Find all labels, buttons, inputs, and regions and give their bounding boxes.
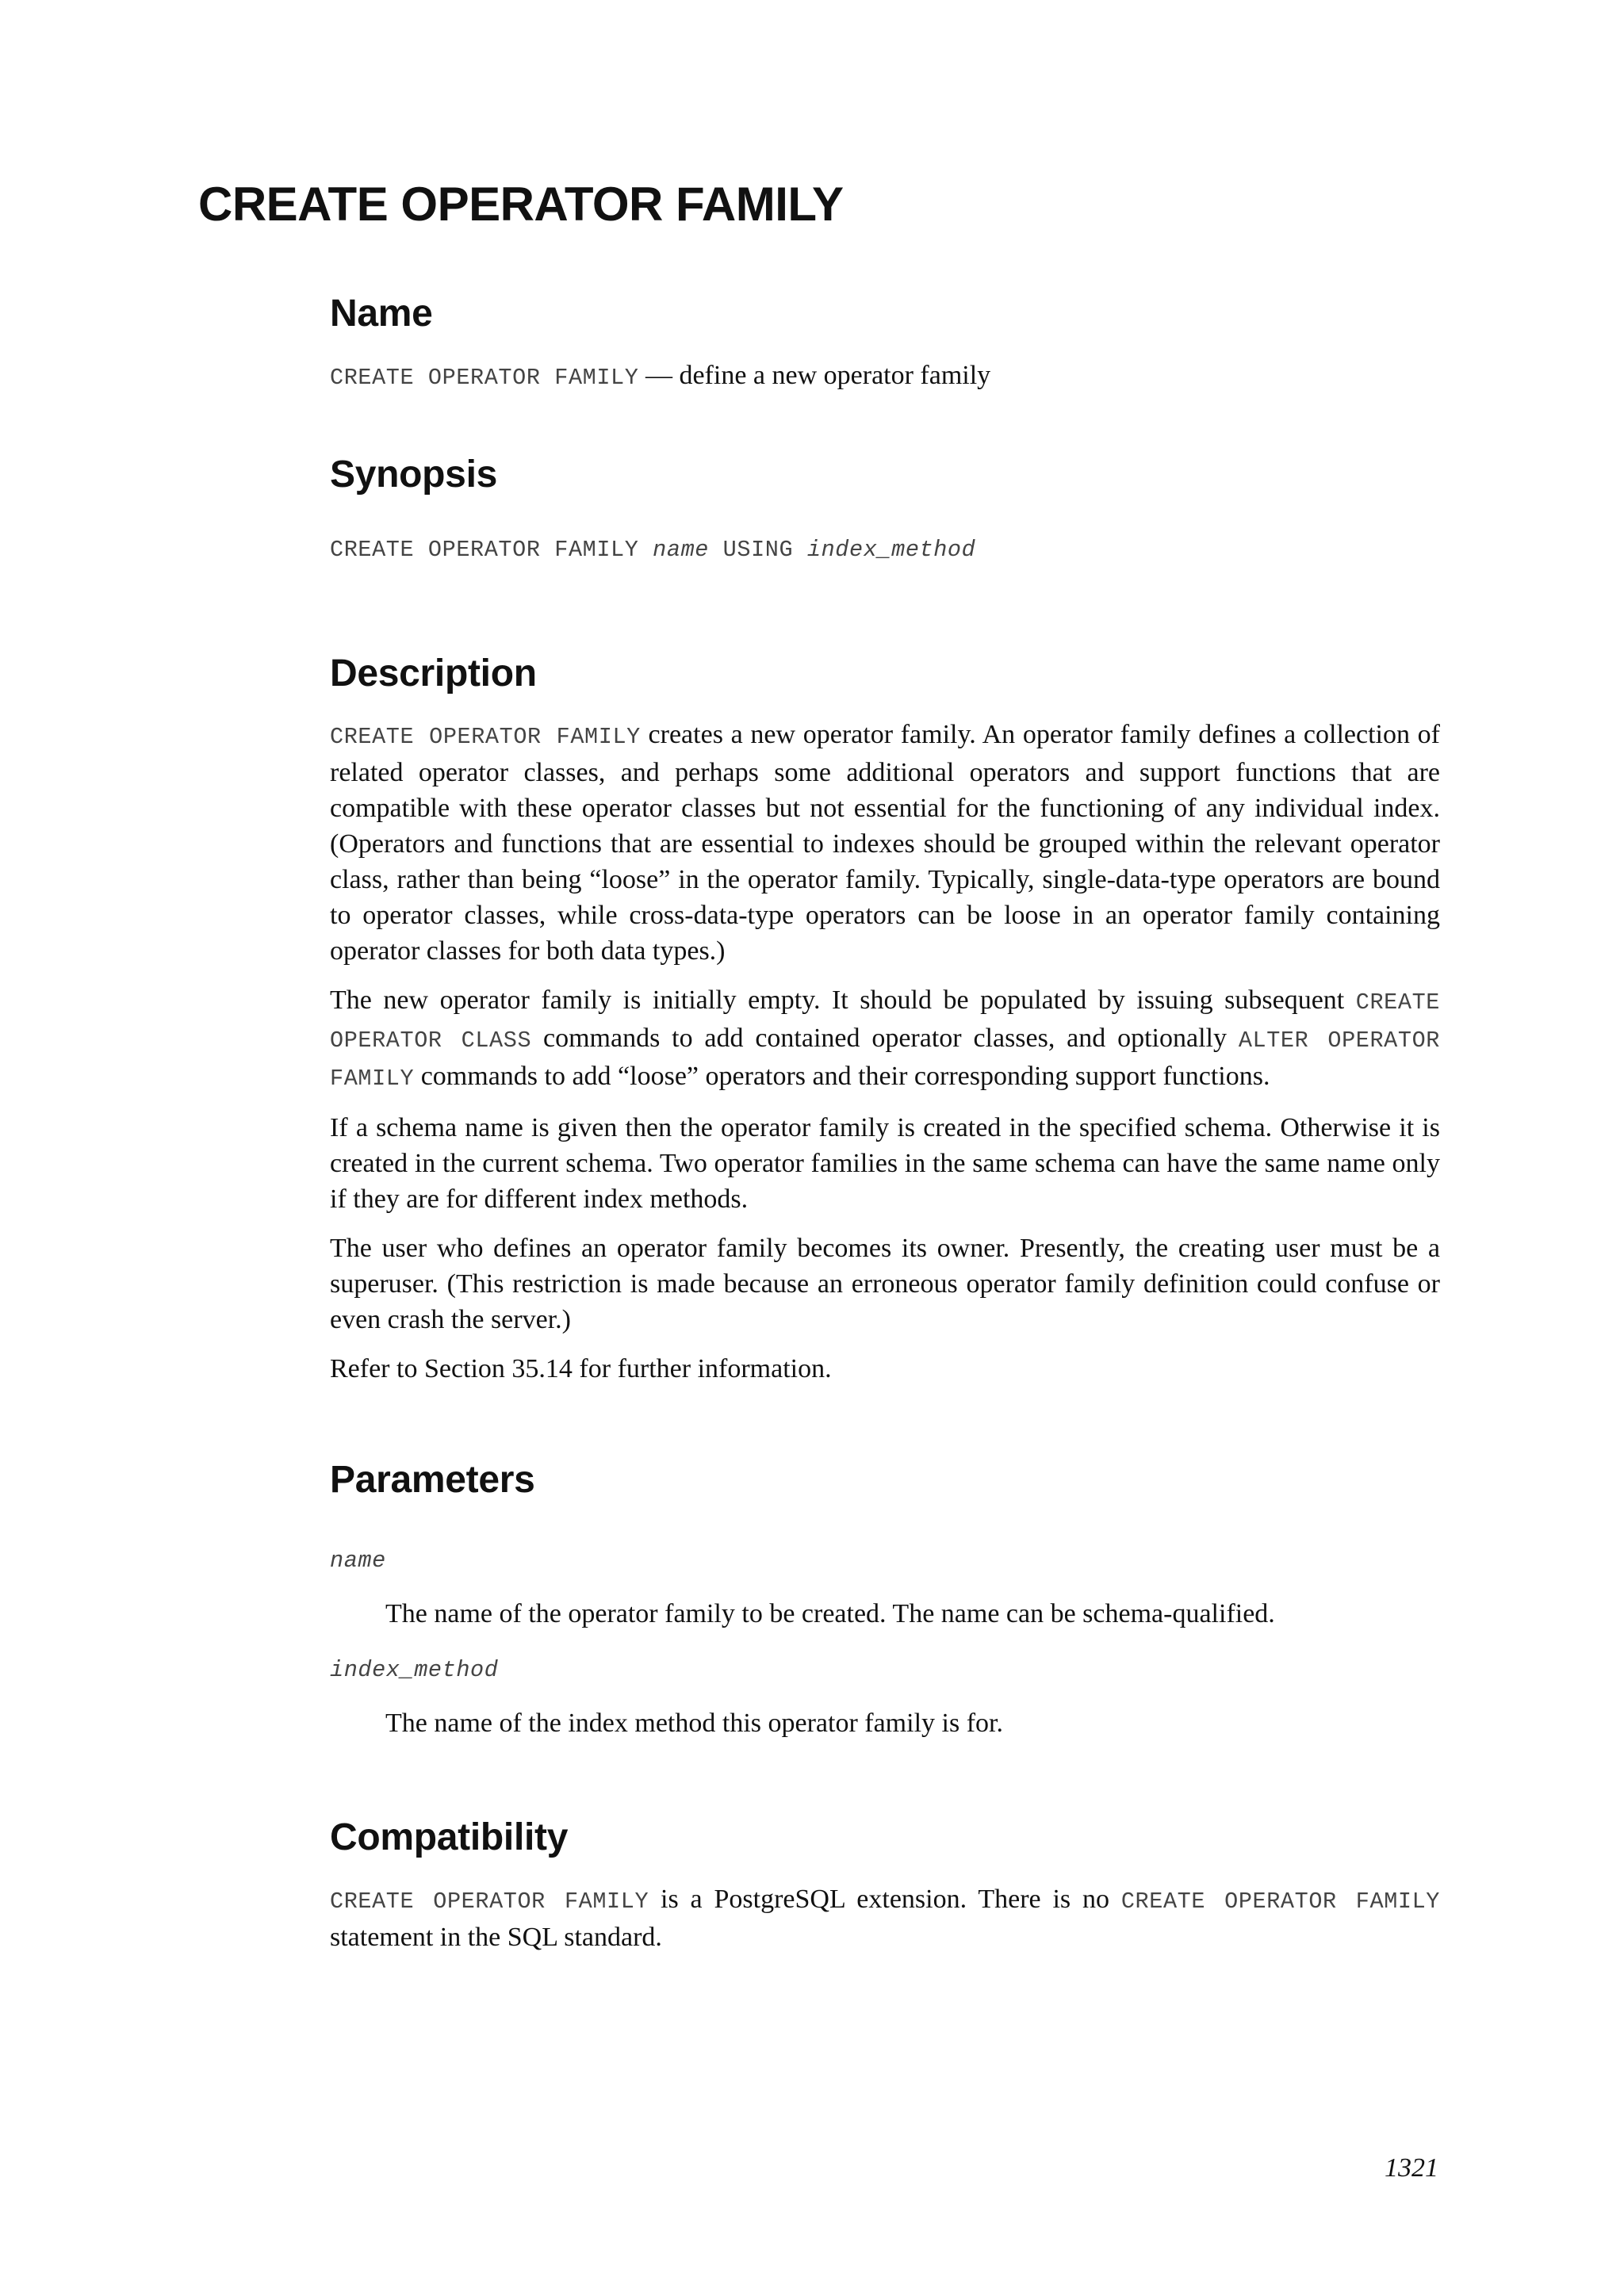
compatibility-section — [330, 1817, 1440, 1955]
reference-entry — [330, 293, 1440, 1969]
synopsis-section — [330, 454, 1440, 568]
description-paragraph — [330, 717, 1440, 969]
paragraph-text: The new operator family is initially empty. It should be populated by issuing subsequent — [330, 985, 1356, 1016]
paragraph-text: is a PostgreSQL extension. There is no — [649, 1884, 1121, 1914]
command-name: CREATE OPERATOR FAMILY — [330, 364, 639, 391]
inline-code: ALTER OPERATOR FAMILY — [330, 1027, 1440, 1093]
inline-code: CREATE OPERATOR FAMILY — [330, 724, 641, 751]
synopsis-keyword: USING — [708, 536, 807, 563]
synopsis-heading: Synopsis — [330, 453, 497, 496]
description-paragraph: The user who defines an operator family becomes its owner. Presently, the creating user must be a superuser. (This restriction is made because an erroneous operator family definition could confuse or even crash the server.) — [330, 1234, 1440, 1335]
paragraph-text: commands to add contained operator classes, and optionally — [531, 1024, 1239, 1054]
name-section — [330, 293, 1440, 396]
description-paragraph: If a schema name is given then the operator family is created in the specified schema. Otherwise it is created in the current schema. Two operator families in the same schema can have the same name only if they are for different index methods. — [330, 1113, 1440, 1215]
synopsis-code — [330, 530, 1440, 568]
parameter-term: index_method — [330, 1657, 499, 1684]
description-heading: Description — [330, 652, 537, 695]
name-heading: Name — [330, 293, 433, 335]
page-title: CREATE OPERATOR FAMILY — [198, 178, 844, 231]
description-paragraph: Refer to Section 35.14 for further information. — [330, 1354, 832, 1384]
parameter-definition: The name of the operator family to be created. The name can be schema-qualified. — [385, 1599, 1275, 1629]
compatibility-heading: Compatibility — [330, 1816, 569, 1859]
paragraph-text: commands to add “loose” operators and their corresponding support functions. — [414, 1062, 1270, 1092]
synopsis-argument: name — [653, 536, 709, 563]
description-paragraph — [330, 982, 1440, 1096]
compatibility-paragraph — [330, 1881, 1440, 1955]
parameters-heading: Parameters — [330, 1459, 535, 1502]
parameter-term: name — [330, 1548, 386, 1575]
paragraph-text: creates a new operator family. An operator family defines a collection of related operator classes, and perhaps some additional operators and support functions that are compatible with these operator classes but not essential for the functioning of any individual index. (Operators and functions that are essential to indexes should be grouped within the relevant operator class, rather than being “loose” in the operator family. Typically, single-data-type operators are bound to operator classes, while cross-data-type operators can be loose in an operator family containing operator classes for both data types.) — [330, 720, 1440, 966]
command-purpose: — define a new operator family — [638, 360, 991, 390]
inline-code: CREATE OPERATOR CLASS — [330, 989, 1440, 1054]
inline-code: CREATE OPERATOR FAMILY — [330, 1888, 649, 1915]
name-summary — [330, 358, 1440, 396]
synopsis-keyword: CREATE OPERATOR FAMILY — [330, 536, 653, 563]
synopsis-argument: index_method — [806, 536, 976, 563]
parameter-definition: The name of the index method this operator family is for. — [385, 1709, 1003, 1739]
description-section — [330, 653, 1440, 1387]
inline-code: CREATE OPERATOR FAMILY — [1120, 1888, 1441, 1915]
parameters-section — [330, 1460, 1440, 1741]
page-number: 1321 — [1385, 2153, 1438, 2183]
paragraph-text: statement in the SQL standard. — [330, 1922, 662, 1952]
